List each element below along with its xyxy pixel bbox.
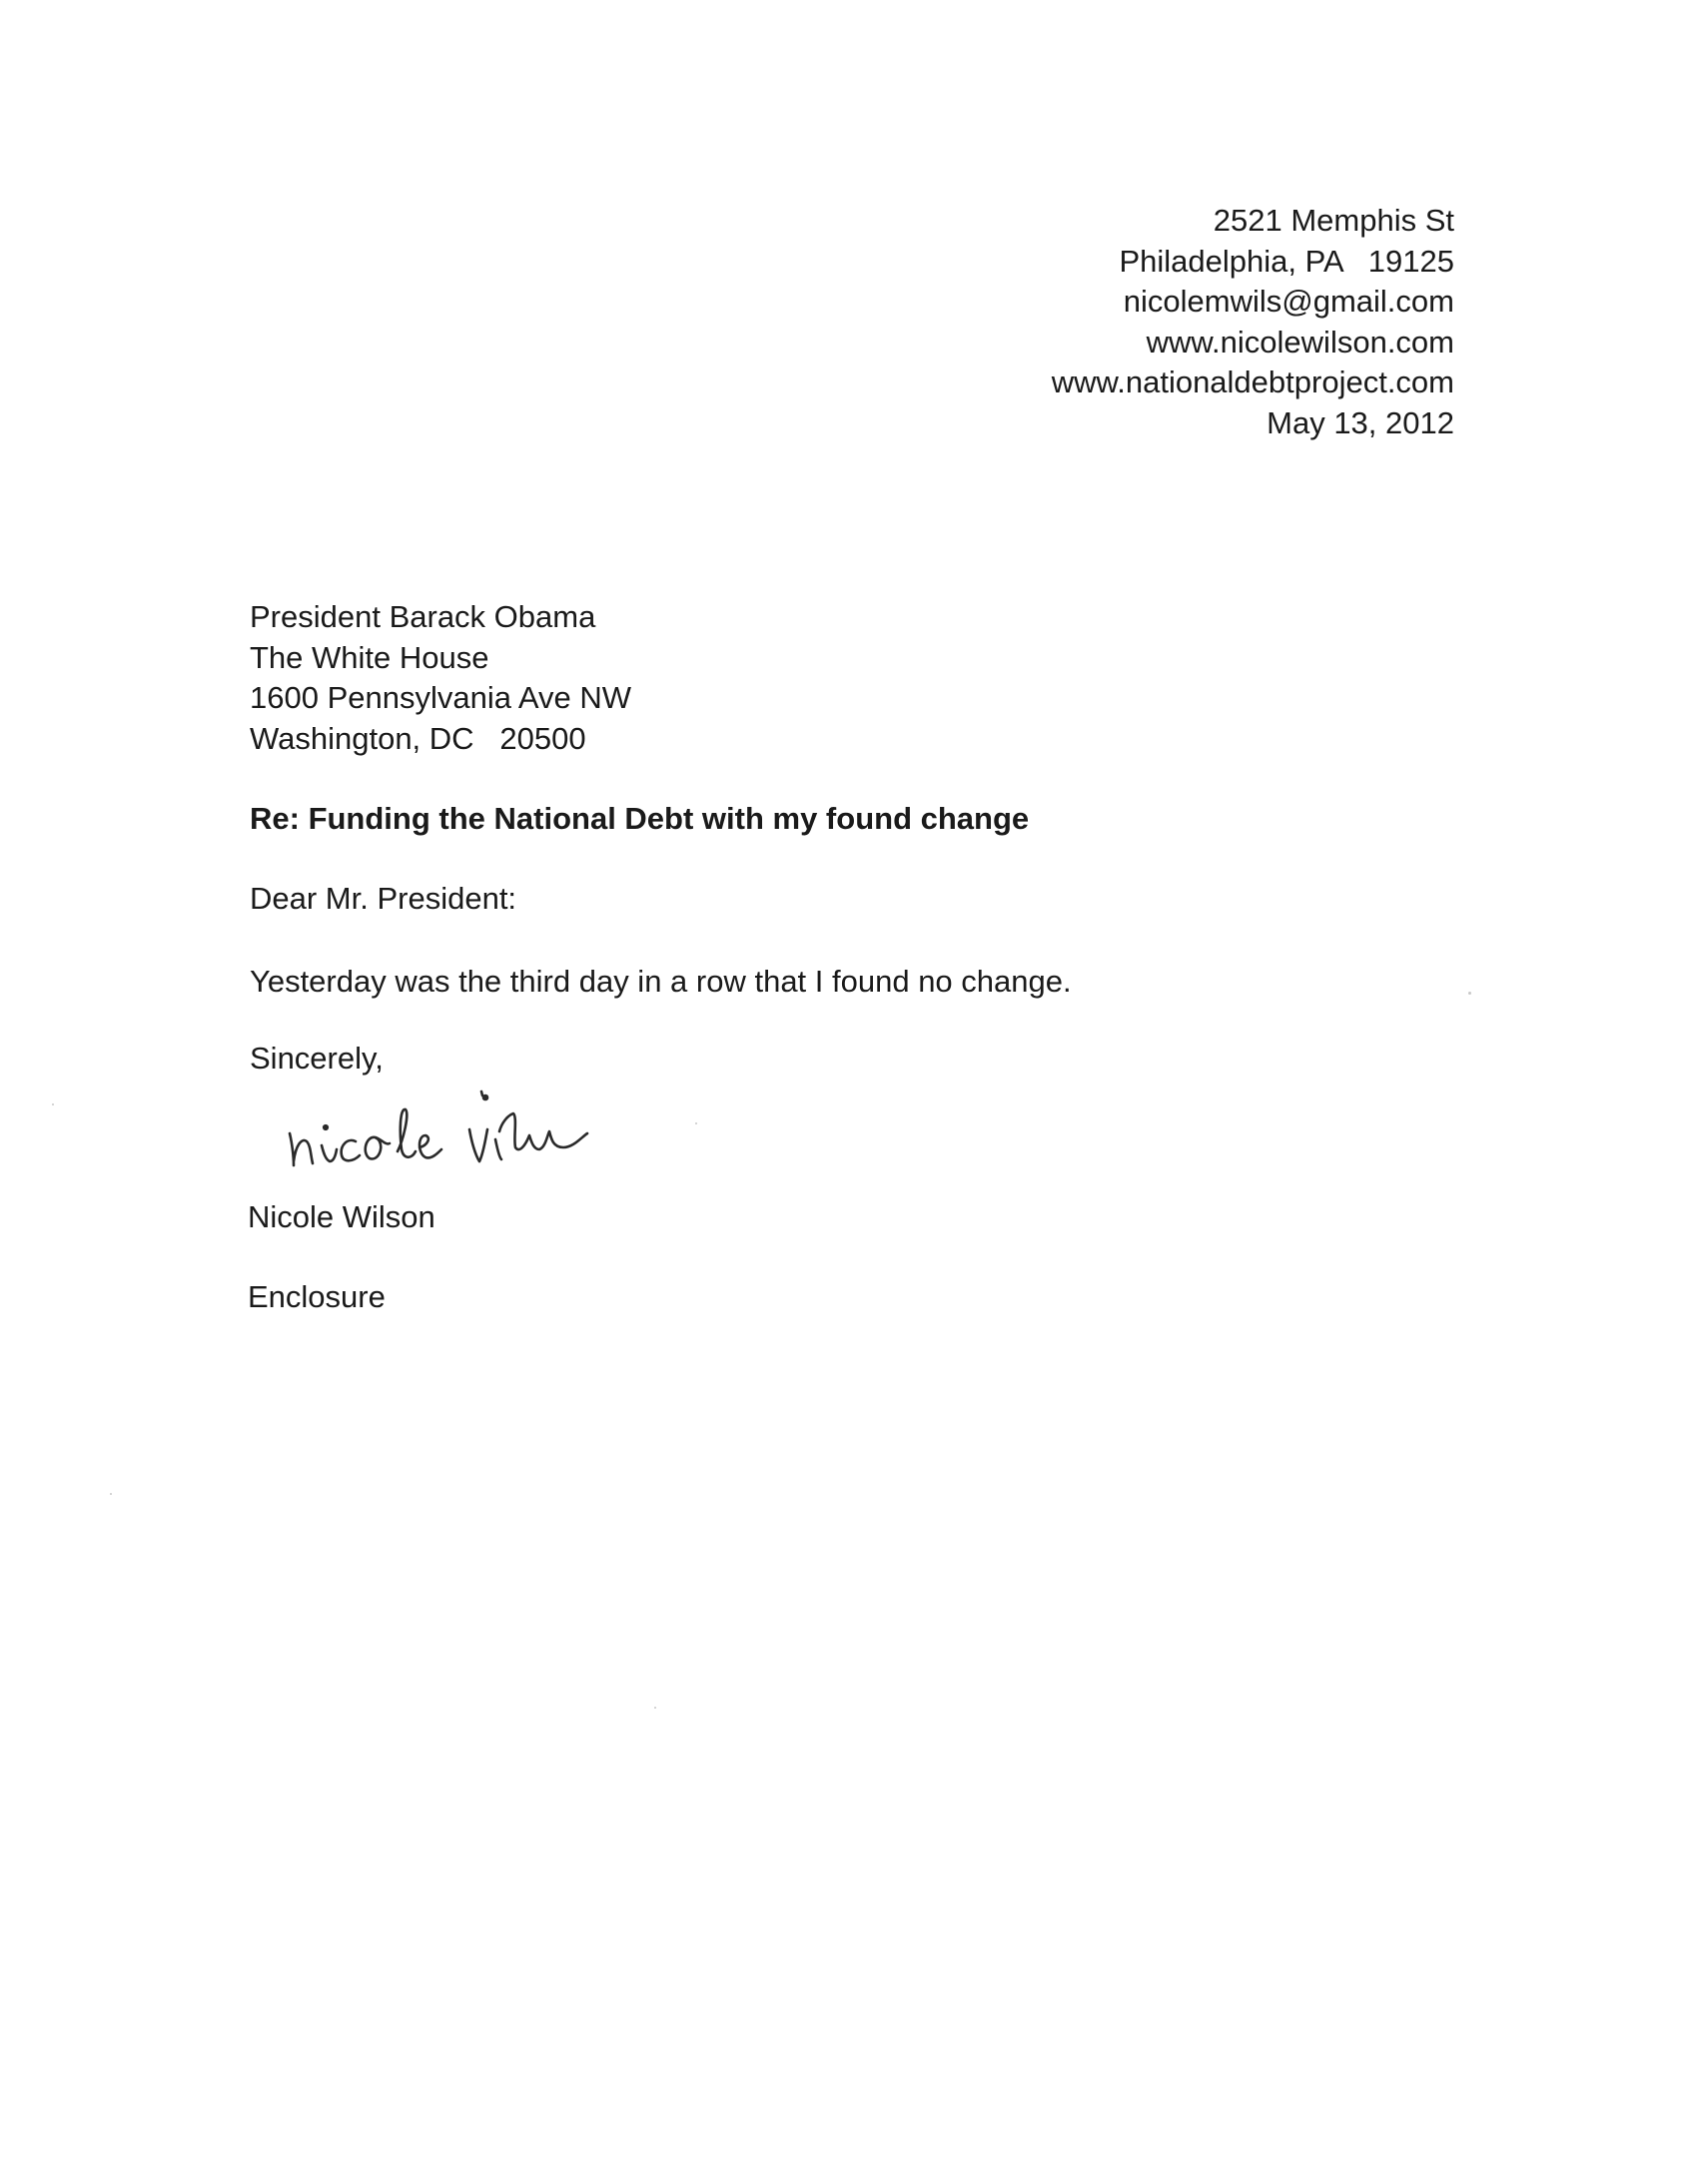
letter-date: May 13, 2012	[1267, 404, 1454, 440]
sender-address-block	[1052, 201, 1454, 443]
handwritten-signature	[282, 1062, 671, 1181]
scan-speck	[1468, 992, 1471, 995]
recipient-name: President Barack Obama	[250, 599, 596, 634]
recipient-street: 1600 Pennsylvania Ave NW	[250, 680, 631, 715]
enclosure-note: Enclosure	[248, 1279, 386, 1314]
recipient-address-block	[250, 597, 631, 759]
signer-name: Nicole Wilson	[248, 1199, 435, 1234]
sender-website-2: www.nationaldebtproject.com	[1051, 364, 1454, 399]
scan-speck	[654, 1707, 656, 1709]
letter-subject: Re: Funding the National Debt with my found change	[250, 801, 1030, 836]
sender-city-line: Philadelphia, PA 19125	[1119, 243, 1454, 279]
letter-salutation: Dear Mr. President:	[250, 881, 517, 916]
scan-speck	[52, 1103, 54, 1105]
sender-street: 2521 Memphis St	[1213, 203, 1454, 238]
letter-body: Yesterday was the third day in a row that I found no change.	[250, 964, 1072, 999]
sender-website-1: www.nicolewilson.com	[1146, 324, 1454, 360]
scan-speck	[110, 1493, 112, 1495]
scan-speck	[695, 1122, 697, 1124]
recipient-organization: The White House	[250, 639, 489, 675]
letter-closing: Sincerely,	[250, 1041, 384, 1076]
recipient-city-line: Washington, DC 20500	[250, 720, 586, 756]
sender-email: nicolemwils@gmail.com	[1123, 284, 1454, 319]
